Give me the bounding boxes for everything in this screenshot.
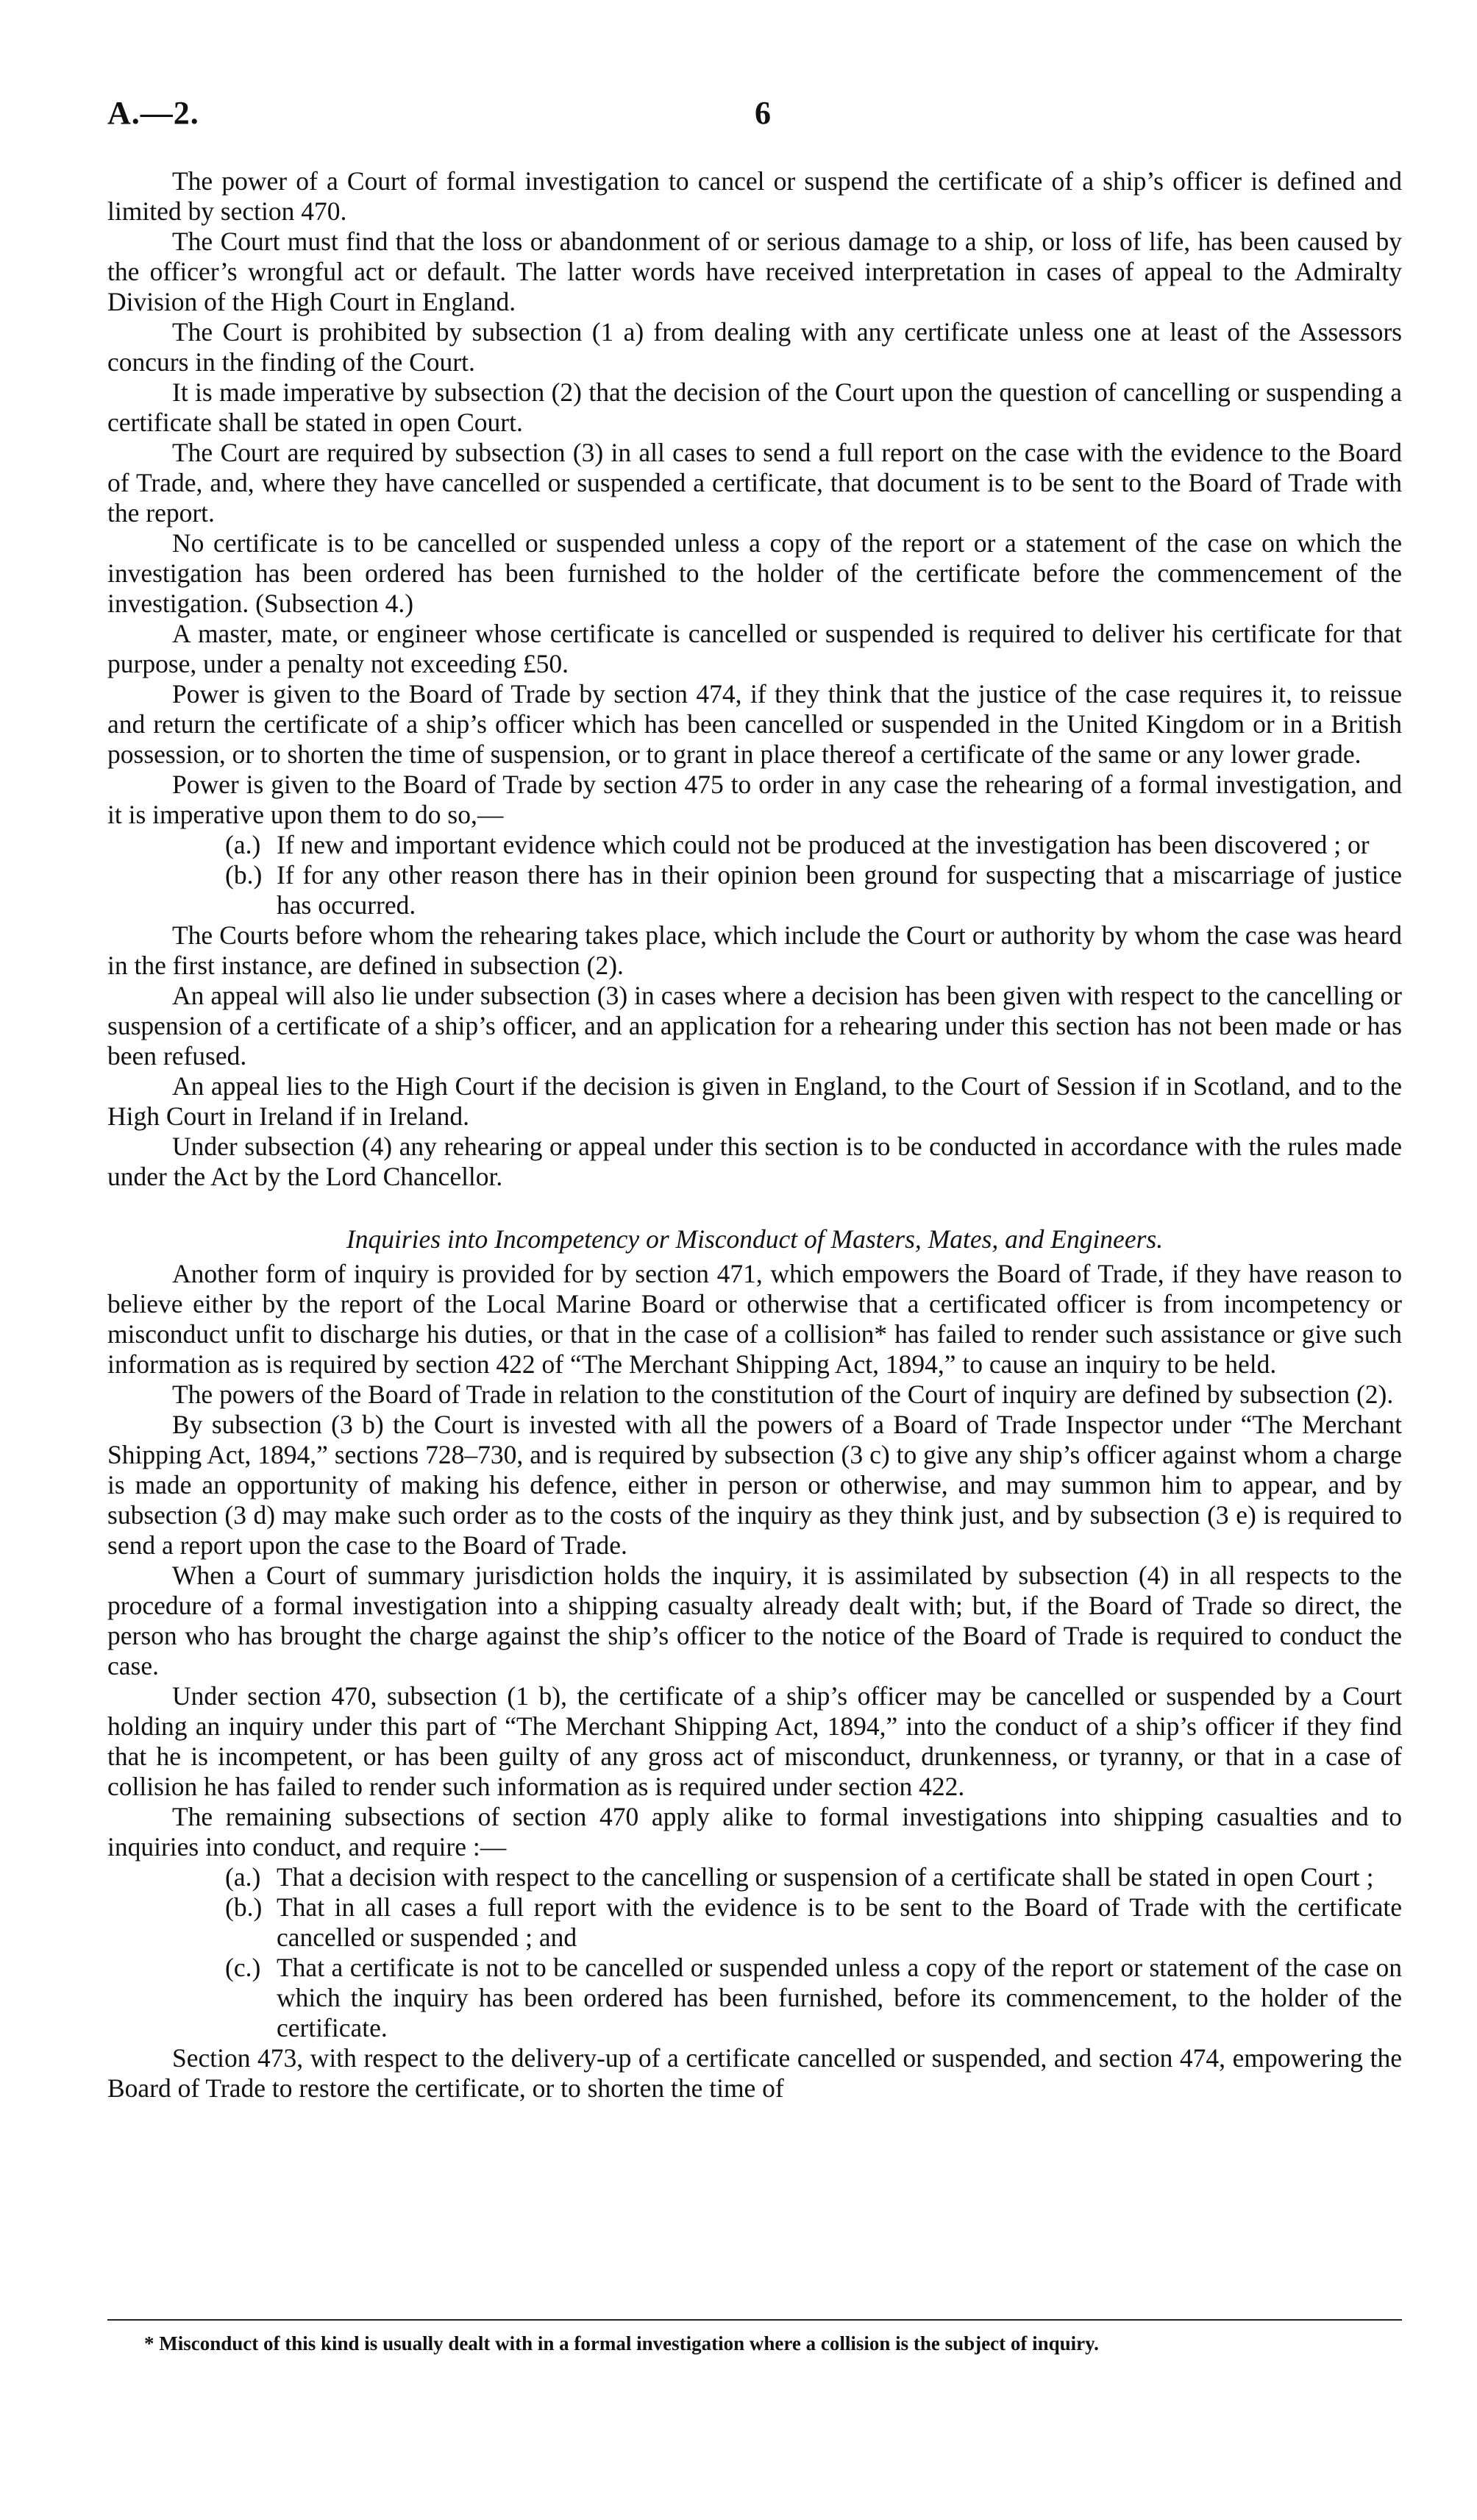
paragraph: When a Court of summary jurisdiction holds the inquiry, it is assimilated by subsection (4) in all respects to the procedure of a formal investigation into a shipping casualty already dealt with; but, if the Board of Trade so direct, the person who has brought the charge against the ship’s officer to the notice of the Board of Trade is required to conduct the case. xyxy=(107,1561,1402,1680)
page-header xyxy=(107,94,1402,138)
paragraph: No certificate is to be cancelled or suspended unless a copy of the report or a statement of the case on which the investigation has been ordered has been furnished to the holder of the certificate before the commencement of the investigation. (Subsection 4.) xyxy=(107,528,1402,618)
paragraph: Another form of inquiry is provided for by section 471, which empowers the Board of Trade, if they have reason to believe either by the report of the Local Marine Board or otherwise that a certificated officer is from incompetency or misconduct unfit to discharge his duties, or that in the case of a collision* has failed to render such assistance or give such information as is required by section 422 of “The Merchant Shipping Act, 1894,” to cause an inquiry to be held. xyxy=(107,1259,1402,1379)
list-item-label: (b.) xyxy=(225,1892,263,1922)
list-item xyxy=(107,1953,1402,2043)
list-item xyxy=(107,1862,1402,1892)
paragraph: An appeal lies to the High Court if the decision is given in England, to the Court of Session if in Scotland, and to the High Court in Ireland if in Ireland. xyxy=(107,1071,1402,1131)
paragraph: A master, mate, or engineer whose certificate is cancelled or suspended is required to deliver his certificate for that purpose, under a penalty not exceeding £50. xyxy=(107,619,1402,678)
list-item xyxy=(107,1892,1402,1953)
paragraph: Power is given to the Board of Trade by section 475 to order in any case the rehearing of a formal investigation, and it is imperative upon them to do so,— xyxy=(107,770,1402,829)
page-number: 6 xyxy=(755,95,771,131)
list-item-text: That in all cases a full report with the evidence is to be sent to the Board of Trade with the certificate cancelled or suspended ; and xyxy=(277,1892,1402,1952)
paragraph: The Court is prohibited by subsection (1 a) from dealing with any certificate unless one at least of the Assessors concurs in the finding of the Court. xyxy=(107,317,1402,377)
list-item-text: If for any other reason there has in their opinion been ground for suspecting that a miscarriage of justice has occurred. xyxy=(277,860,1402,920)
paragraph: The remaining subsections of section 470 apply alike to formal investigations into shipping casualties and to inquiries into conduct, and require :— xyxy=(107,1802,1402,1861)
paragraph: Under section 470, subsection (1 b), the certificate of a ship’s officer may be cancelled or suspended by a Court holding an inquiry under this part of “The Merchant Shipping Act, 1894,” into the conduct of a ship’s officer if they find that he is incompetent, or has been guilty of any gross act of misconduct, drunkenness, or tyranny, or that in a case of collision he has failed to render such information as is required under section 422. xyxy=(107,1681,1402,1801)
paragraph: By subsection (3 b) the Court is invested with all the powers of a Board of Trade Inspector under “The Merchant Shipping Act, 1894,” sections 728–730, and is required by subsection (3 c) to give any ship’s officer against whom a charge is made an opportunity of making his defence, either in person or otherwise, and may summon him to appear, and by subsection (3 d) may make such order as to the costs of the inquiry as they think just, and by subsection (3 e) is required to send a report upon the case to the Board of Trade. xyxy=(107,1410,1402,1560)
section-reference: A.—2. xyxy=(107,95,199,131)
list-item xyxy=(107,860,1402,920)
paragraph: The Court are required by subsection (3) in all cases to send a full report on the case with the evidence to the Board of Trade, and, where they have cancelled or suspended a certificate, that document is to be sent to the Board of Trade with the report. xyxy=(107,438,1402,528)
list-item-label: (a.) xyxy=(225,1862,261,1892)
paragraph: The powers of the Board of Trade in relation to the constitution of the Court of inquiry are defined by subsection (2). xyxy=(172,1380,1394,1409)
footnote: * Misconduct of this kind is usually dealt with in a formal investigation where a collision is the subject of inquiry. xyxy=(144,2332,1099,2354)
section-heading: Inquiries into Incompetency or Misconduct of Masters, Mates, and Engineers. xyxy=(346,1224,1164,1254)
list-item xyxy=(107,830,1402,860)
paragraph: It is made imperative by subsection (2) that the decision of the Court upon the question of cancelling or suspending a certificate shall be stated in open Court. xyxy=(107,377,1402,437)
list-item-text: That a certificate is not to be cancelled or suspended unless a copy of the report or statement of the case on which the inquiry has been ordered has been furnished, before its commencement, to the holder of the certificate. xyxy=(277,1953,1402,2042)
document-body xyxy=(107,166,1402,2104)
list-item-label: (a.) xyxy=(225,830,261,859)
list-item-text: That a decision with respect to the cancelling or suspension of a certificate shall be stated in open Court ; xyxy=(277,1862,1374,1892)
paragraph: The power of a Court of formal investigation to cancel or suspend the certificate of a ship’s officer is defined and limited by section 470. xyxy=(107,166,1402,226)
list-item-text: If new and important evidence which could not be produced at the investigation has been discovered ; or xyxy=(277,830,1370,859)
paragraph: The Courts before whom the rehearing takes place, which include the Court or authority by whom the case was heard in the first instance, are defined in subsection (2). xyxy=(107,920,1402,980)
footnote-divider xyxy=(107,2319,1402,2321)
closing-paragraph: Section 473, with respect to the delivery-up of a certificate cancelled or suspended, and section 474, empowering the Board of Trade to restore the certificate, or to shorten the time of xyxy=(107,2043,1402,2103)
paragraph: An appeal will also lie under subsection (3) in cases where a decision has been given with respect to the cancelling or suspension of a certificate of a ship’s officer, and an application for a rehearing under this section has not been made or has been refused. xyxy=(107,981,1402,1071)
list-item-label: (c.) xyxy=(225,1953,261,1982)
paragraph: Power is given to the Board of Trade by section 474, if they think that the justice of the case requires it, to reissue and return the certificate of a ship’s officer which has been cancelled or suspended in the United Kingdom or in a British possession, or to shorten the time of suspension, or to grant in place thereof a certificate of the same or any lower grade. xyxy=(107,679,1402,769)
paragraph: The Court must find that the loss or abandonment of or serious damage to a ship, or loss of life, has been caused by the officer’s wrongful act or default. The latter words have received interpretation in cases of appeal to the Admiralty Division of the High Court in England. xyxy=(107,227,1402,316)
list-item-label: (b.) xyxy=(225,860,263,890)
paragraph: Under subsection (4) any rehearing or appeal under this section is to be conducted in accordance with the rules made under the Act by the Lord Chancellor. xyxy=(107,1132,1402,1191)
